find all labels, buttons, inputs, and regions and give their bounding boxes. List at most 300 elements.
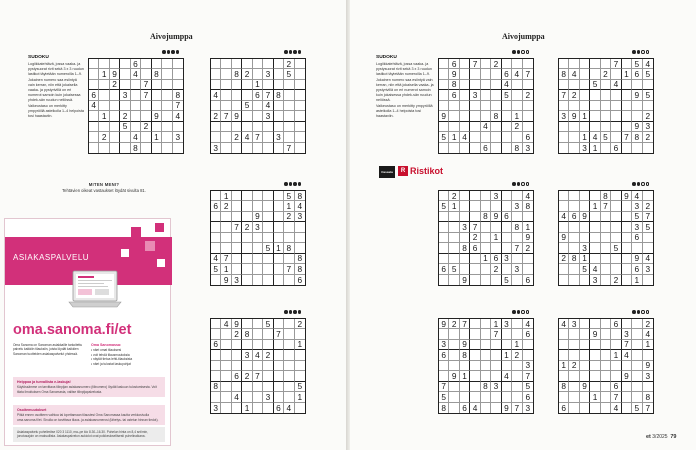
sudoku-empty-cell[interactable] — [512, 90, 522, 100]
sudoku-empty-cell[interactable] — [580, 90, 590, 100]
sudoku-empty-cell[interactable] — [622, 264, 632, 274]
sudoku-empty-cell[interactable] — [622, 222, 632, 232]
sudoku-empty-cell[interactable] — [460, 264, 470, 274]
sudoku-empty-cell[interactable] — [89, 122, 99, 132]
sudoku-empty-cell[interactable] — [601, 59, 611, 69]
sudoku-empty-cell[interactable] — [284, 111, 294, 121]
sudoku-empty-cell[interactable] — [152, 59, 162, 69]
sudoku-empty-cell[interactable] — [211, 319, 221, 329]
sudoku-empty-cell[interactable] — [232, 80, 242, 90]
sudoku-empty-cell[interactable] — [211, 329, 221, 339]
sudoku-empty-cell[interactable] — [253, 111, 263, 121]
sudoku-empty-cell[interactable] — [449, 243, 459, 253]
sudoku-empty-cell[interactable] — [89, 80, 99, 90]
sudoku-empty-cell[interactable] — [274, 264, 284, 274]
sudoku-empty-cell[interactable] — [211, 132, 221, 142]
sudoku-empty-cell[interactable] — [601, 329, 611, 339]
sudoku-empty-cell[interactable] — [512, 132, 522, 142]
sudoku-empty-cell[interactable] — [460, 90, 470, 100]
sudoku-empty-cell[interactable] — [622, 254, 632, 264]
sudoku-empty-cell[interactable] — [460, 143, 470, 153]
sudoku-empty-cell[interactable] — [110, 59, 120, 69]
sudoku-empty-cell[interactable] — [232, 361, 242, 371]
sudoku-empty-cell[interactable] — [221, 101, 231, 111]
sudoku-empty-cell[interactable] — [632, 350, 642, 360]
sudoku-empty-cell[interactable] — [491, 403, 501, 413]
sudoku-empty-cell[interactable] — [580, 329, 590, 339]
sudoku-empty-cell[interactable] — [120, 132, 130, 142]
sudoku-empty-cell[interactable] — [601, 80, 611, 90]
sudoku-empty-cell[interactable] — [512, 191, 522, 201]
sudoku-empty-cell[interactable] — [559, 143, 569, 153]
sudoku-empty-cell[interactable] — [253, 254, 263, 264]
sudoku-empty-cell[interactable] — [622, 111, 632, 121]
sudoku-empty-cell[interactable] — [491, 392, 501, 402]
sudoku-empty-cell[interactable] — [512, 382, 522, 392]
sudoku-empty-cell[interactable] — [481, 111, 491, 121]
sudoku-empty-cell[interactable] — [481, 222, 491, 232]
sudoku-empty-cell[interactable] — [242, 264, 252, 274]
sudoku-empty-cell[interactable] — [274, 59, 284, 69]
sudoku-empty-cell[interactable] — [110, 111, 120, 121]
sudoku-empty-cell[interactable] — [211, 59, 221, 69]
sudoku-empty-cell[interactable] — [232, 243, 242, 253]
sudoku-empty-cell[interactable] — [232, 254, 242, 264]
sudoku-empty-cell[interactable] — [460, 111, 470, 121]
sudoku-empty-cell[interactable] — [232, 403, 242, 413]
sudoku-empty-cell[interactable] — [470, 143, 480, 153]
sudoku-empty-cell[interactable] — [110, 122, 120, 132]
sudoku-empty-cell[interactable] — [253, 264, 263, 274]
sudoku-empty-cell[interactable] — [232, 101, 242, 111]
sudoku-empty-cell[interactable] — [449, 233, 459, 243]
sudoku-empty-cell[interactable] — [580, 233, 590, 243]
sudoku-empty-cell[interactable] — [162, 143, 172, 153]
sudoku-empty-cell[interactable] — [559, 59, 569, 69]
sudoku-empty-cell[interactable] — [211, 191, 221, 201]
sudoku-empty-cell[interactable] — [569, 275, 579, 285]
sudoku-empty-cell[interactable] — [559, 80, 569, 90]
sudoku-empty-cell[interactable] — [460, 122, 470, 132]
sudoku-empty-cell[interactable] — [512, 101, 522, 111]
sudoku-empty-cell[interactable] — [590, 340, 600, 350]
sudoku-empty-cell[interactable] — [110, 101, 120, 111]
sudoku-empty-cell[interactable] — [263, 222, 273, 232]
sudoku-empty-cell[interactable] — [512, 371, 522, 381]
sudoku-empty-cell[interactable] — [590, 319, 600, 329]
sudoku-empty-cell[interactable] — [242, 254, 252, 264]
sudoku-empty-cell[interactable] — [274, 361, 284, 371]
sudoku-empty-cell[interactable] — [263, 132, 273, 142]
sudoku-empty-cell[interactable] — [611, 340, 621, 350]
sudoku-empty-cell[interactable] — [491, 90, 501, 100]
sudoku-empty-cell[interactable] — [211, 243, 221, 253]
sudoku-empty-cell[interactable] — [622, 90, 632, 100]
sudoku-empty-cell[interactable] — [481, 201, 491, 211]
sudoku-empty-cell[interactable] — [439, 90, 449, 100]
sudoku-empty-cell[interactable] — [242, 122, 252, 132]
sudoku-empty-cell[interactable] — [622, 361, 632, 371]
sudoku-empty-cell[interactable] — [274, 143, 284, 153]
sudoku-empty-cell[interactable] — [569, 222, 579, 232]
sudoku-empty-cell[interactable] — [580, 350, 590, 360]
sudoku-empty-cell[interactable] — [632, 340, 642, 350]
sudoku-empty-cell[interactable] — [295, 361, 305, 371]
sudoku-empty-cell[interactable] — [601, 382, 611, 392]
sudoku-empty-cell[interactable] — [263, 340, 273, 350]
sudoku-empty-cell[interactable] — [502, 392, 512, 402]
sudoku-empty-cell[interactable] — [559, 340, 569, 350]
sudoku-empty-cell[interactable] — [274, 122, 284, 132]
sudoku-empty-cell[interactable] — [643, 191, 653, 201]
sudoku-empty-cell[interactable] — [590, 59, 600, 69]
sudoku-empty-cell[interactable] — [590, 101, 600, 111]
sudoku-empty-cell[interactable] — [470, 212, 480, 222]
sudoku-empty-cell[interactable] — [632, 101, 642, 111]
sudoku-empty-cell[interactable] — [470, 361, 480, 371]
sudoku-empty-cell[interactable] — [99, 101, 109, 111]
sudoku-empty-cell[interactable] — [274, 371, 284, 381]
sudoku-empty-cell[interactable] — [632, 382, 642, 392]
ad-url[interactable]: oma.sanoma.fi/et — [13, 322, 132, 338]
sudoku-empty-cell[interactable] — [295, 403, 305, 413]
sudoku-empty-cell[interactable] — [295, 90, 305, 100]
sudoku-empty-cell[interactable] — [221, 212, 231, 222]
sudoku-empty-cell[interactable] — [611, 111, 621, 121]
sudoku-empty-cell[interactable] — [601, 222, 611, 232]
sudoku-empty-cell[interactable] — [460, 254, 470, 264]
sudoku-empty-cell[interactable] — [470, 350, 480, 360]
sudoku-empty-cell[interactable] — [131, 101, 141, 111]
sudoku-empty-cell[interactable] — [211, 212, 221, 222]
sudoku-empty-cell[interactable] — [481, 361, 491, 371]
sudoku-empty-cell[interactable] — [221, 143, 231, 153]
sudoku-empty-cell[interactable] — [284, 80, 294, 90]
sudoku-empty-cell[interactable] — [523, 101, 533, 111]
sudoku-empty-cell[interactable] — [611, 101, 621, 111]
sudoku-empty-cell[interactable] — [502, 340, 512, 350]
sudoku-empty-cell[interactable] — [622, 243, 632, 253]
sudoku-empty-cell[interactable] — [580, 101, 590, 111]
sudoku-empty-cell[interactable] — [242, 361, 252, 371]
sudoku-empty-cell[interactable] — [512, 80, 522, 90]
sudoku-empty-cell[interactable] — [590, 233, 600, 243]
sudoku-empty-cell[interactable] — [601, 111, 611, 121]
sudoku-empty-cell[interactable] — [632, 371, 642, 381]
sudoku-empty-cell[interactable] — [295, 350, 305, 360]
sudoku-empty-cell[interactable] — [162, 132, 172, 142]
sudoku-empty-cell[interactable] — [632, 361, 642, 371]
sudoku-empty-cell[interactable] — [460, 329, 470, 339]
sudoku-empty-cell[interactable] — [611, 201, 621, 211]
sudoku-empty-cell[interactable] — [152, 80, 162, 90]
sudoku-empty-cell[interactable] — [274, 319, 284, 329]
sudoku-empty-cell[interactable] — [449, 122, 459, 132]
sudoku-empty-cell[interactable] — [481, 80, 491, 90]
sudoku-empty-cell[interactable] — [232, 264, 242, 274]
sudoku-empty-cell[interactable] — [242, 111, 252, 121]
sudoku-empty-cell[interactable] — [211, 122, 221, 132]
sudoku-empty-cell[interactable] — [211, 371, 221, 381]
sudoku-empty-cell[interactable] — [569, 392, 579, 402]
sudoku-empty-cell[interactable] — [460, 233, 470, 243]
sudoku-empty-cell[interactable] — [284, 319, 294, 329]
sudoku-empty-cell[interactable] — [523, 212, 533, 222]
sudoku-empty-cell[interactable] — [99, 143, 109, 153]
sudoku-empty-cell[interactable] — [152, 122, 162, 132]
sudoku-empty-cell[interactable] — [590, 243, 600, 253]
sudoku-empty-cell[interactable] — [622, 59, 632, 69]
sudoku-empty-cell[interactable] — [481, 69, 491, 79]
sudoku-empty-cell[interactable] — [120, 101, 130, 111]
sudoku-empty-cell[interactable] — [460, 212, 470, 222]
sudoku-empty-cell[interactable] — [611, 371, 621, 381]
sudoku-empty-cell[interactable] — [481, 403, 491, 413]
sudoku-empty-cell[interactable] — [491, 143, 501, 153]
sudoku-empty-cell[interactable] — [221, 132, 231, 142]
sudoku-empty-cell[interactable] — [439, 243, 449, 253]
sudoku-empty-cell[interactable] — [622, 392, 632, 402]
sudoku-empty-cell[interactable] — [502, 264, 512, 274]
sudoku-empty-cell[interactable] — [470, 191, 480, 201]
sudoku-empty-cell[interactable] — [622, 233, 632, 243]
sudoku-empty-cell[interactable] — [491, 243, 501, 253]
sudoku-empty-cell[interactable] — [481, 132, 491, 142]
sudoku-empty-cell[interactable] — [523, 122, 533, 132]
sudoku-empty-cell[interactable] — [449, 275, 459, 285]
sudoku-empty-cell[interactable] — [512, 212, 522, 222]
sudoku-empty-cell[interactable] — [590, 191, 600, 201]
sudoku-empty-cell[interactable] — [590, 222, 600, 232]
sudoku-empty-cell[interactable] — [274, 111, 284, 121]
sudoku-empty-cell[interactable] — [580, 361, 590, 371]
sudoku-empty-cell[interactable] — [590, 212, 600, 222]
sudoku-empty-cell[interactable] — [502, 382, 512, 392]
sudoku-empty-cell[interactable] — [253, 340, 263, 350]
sudoku-empty-cell[interactable] — [232, 212, 242, 222]
sudoku-empty-cell[interactable] — [580, 403, 590, 413]
sudoku-empty-cell[interactable] — [643, 233, 653, 243]
sudoku-empty-cell[interactable] — [632, 111, 642, 121]
sudoku-empty-cell[interactable] — [601, 275, 611, 285]
sudoku-empty-cell[interactable] — [622, 122, 632, 132]
sudoku-empty-cell[interactable] — [580, 371, 590, 381]
sudoku-empty-cell[interactable] — [643, 143, 653, 153]
sudoku-empty-cell[interactable] — [491, 101, 501, 111]
sudoku-empty-cell[interactable] — [253, 59, 263, 69]
sudoku-empty-cell[interactable] — [274, 382, 284, 392]
sudoku-empty-cell[interactable] — [632, 143, 642, 153]
sudoku-empty-cell[interactable] — [601, 101, 611, 111]
sudoku-empty-cell[interactable] — [439, 275, 449, 285]
sudoku-empty-cell[interactable] — [110, 143, 120, 153]
sudoku-empty-cell[interactable] — [512, 361, 522, 371]
sudoku-empty-cell[interactable] — [481, 340, 491, 350]
sudoku-empty-cell[interactable] — [263, 59, 273, 69]
sudoku-empty-cell[interactable] — [512, 392, 522, 402]
sudoku-empty-cell[interactable] — [601, 264, 611, 274]
sudoku-empty-cell[interactable] — [622, 143, 632, 153]
sudoku-empty-cell[interactable] — [221, 350, 231, 360]
sudoku-empty-cell[interactable] — [569, 233, 579, 243]
sudoku-empty-cell[interactable] — [611, 90, 621, 100]
sudoku-empty-cell[interactable] — [449, 111, 459, 121]
sudoku-empty-cell[interactable] — [253, 69, 263, 79]
sudoku-empty-cell[interactable] — [242, 80, 252, 90]
sudoku-empty-cell[interactable] — [601, 403, 611, 413]
sudoku-empty-cell[interactable] — [449, 101, 459, 111]
sudoku-empty-cell[interactable] — [569, 191, 579, 201]
sudoku-empty-cell[interactable] — [242, 382, 252, 392]
sudoku-empty-cell[interactable] — [120, 80, 130, 90]
sudoku-empty-cell[interactable] — [221, 329, 231, 339]
sudoku-empty-cell[interactable] — [491, 275, 501, 285]
sudoku-empty-cell[interactable] — [253, 143, 263, 153]
sudoku-empty-cell[interactable] — [569, 122, 579, 132]
sudoku-empty-cell[interactable] — [253, 101, 263, 111]
sudoku-empty-cell[interactable] — [295, 329, 305, 339]
sudoku-empty-cell[interactable] — [89, 69, 99, 79]
sudoku-empty-cell[interactable] — [580, 191, 590, 201]
sudoku-empty-cell[interactable] — [622, 403, 632, 413]
sudoku-empty-cell[interactable] — [643, 101, 653, 111]
sudoku-empty-cell[interactable] — [242, 233, 252, 243]
sudoku-empty-cell[interactable] — [284, 382, 294, 392]
sudoku-empty-cell[interactable] — [295, 143, 305, 153]
sudoku-empty-cell[interactable] — [99, 80, 109, 90]
sudoku-empty-cell[interactable] — [221, 233, 231, 243]
sudoku-empty-cell[interactable] — [211, 361, 221, 371]
sudoku-empty-cell[interactable] — [470, 392, 480, 402]
sudoku-empty-cell[interactable] — [470, 122, 480, 132]
sudoku-empty-cell[interactable] — [211, 80, 221, 90]
sudoku-empty-cell[interactable] — [120, 59, 130, 69]
sudoku-empty-cell[interactable] — [569, 201, 579, 211]
sudoku-empty-cell[interactable] — [611, 212, 621, 222]
sudoku-empty-cell[interactable] — [523, 111, 533, 121]
sudoku-empty-cell[interactable] — [131, 122, 141, 132]
sudoku-empty-cell[interactable] — [284, 132, 294, 142]
sudoku-empty-cell[interactable] — [295, 122, 305, 132]
sudoku-empty-cell[interactable] — [131, 90, 141, 100]
sudoku-empty-cell[interactable] — [481, 101, 491, 111]
sudoku-empty-cell[interactable] — [523, 59, 533, 69]
sudoku-empty-cell[interactable] — [221, 382, 231, 392]
sudoku-empty-cell[interactable] — [491, 371, 501, 381]
sudoku-empty-cell[interactable] — [523, 80, 533, 90]
sudoku-empty-cell[interactable] — [643, 243, 653, 253]
sudoku-empty-cell[interactable] — [439, 233, 449, 243]
sudoku-empty-cell[interactable] — [211, 222, 221, 232]
sudoku-empty-cell[interactable] — [141, 69, 151, 79]
sudoku-empty-cell[interactable] — [439, 212, 449, 222]
sudoku-empty-cell[interactable] — [502, 361, 512, 371]
sudoku-empty-cell[interactable] — [284, 233, 294, 243]
sudoku-empty-cell[interactable] — [481, 233, 491, 243]
sudoku-empty-cell[interactable] — [173, 59, 183, 69]
sudoku-empty-cell[interactable] — [295, 69, 305, 79]
sudoku-empty-cell[interactable] — [449, 350, 459, 360]
sudoku-empty-cell[interactable] — [460, 101, 470, 111]
sudoku-empty-cell[interactable] — [89, 59, 99, 69]
sudoku-empty-cell[interactable] — [569, 350, 579, 360]
sudoku-empty-cell[interactable] — [470, 319, 480, 329]
sudoku-empty-cell[interactable] — [211, 233, 221, 243]
sudoku-empty-cell[interactable] — [263, 382, 273, 392]
sudoku-empty-cell[interactable] — [232, 122, 242, 132]
sudoku-empty-cell[interactable] — [274, 80, 284, 90]
sudoku-empty-cell[interactable] — [295, 132, 305, 142]
sudoku-empty-cell[interactable] — [470, 275, 480, 285]
sudoku-empty-cell[interactable] — [274, 201, 284, 211]
sudoku-empty-cell[interactable] — [559, 350, 569, 360]
sudoku-empty-cell[interactable] — [601, 350, 611, 360]
sudoku-empty-cell[interactable] — [162, 90, 172, 100]
sudoku-empty-cell[interactable] — [632, 243, 642, 253]
sudoku-empty-cell[interactable] — [632, 80, 642, 90]
sudoku-empty-cell[interactable] — [221, 122, 231, 132]
sudoku-empty-cell[interactable] — [601, 143, 611, 153]
sudoku-empty-cell[interactable] — [512, 319, 522, 329]
sudoku-empty-cell[interactable] — [89, 111, 99, 121]
sudoku-empty-cell[interactable] — [232, 340, 242, 350]
sudoku-empty-cell[interactable] — [263, 403, 273, 413]
sudoku-empty-cell[interactable] — [580, 275, 590, 285]
sudoku-empty-cell[interactable] — [470, 329, 480, 339]
sudoku-empty-cell[interactable] — [284, 329, 294, 339]
sudoku-empty-cell[interactable] — [439, 191, 449, 201]
sudoku-empty-cell[interactable] — [502, 143, 512, 153]
sudoku-empty-cell[interactable] — [590, 382, 600, 392]
sudoku-empty-cell[interactable] — [559, 201, 569, 211]
sudoku-empty-cell[interactable] — [162, 59, 172, 69]
sudoku-empty-cell[interactable] — [481, 392, 491, 402]
sudoku-empty-cell[interactable] — [253, 392, 263, 402]
sudoku-empty-cell[interactable] — [274, 340, 284, 350]
sudoku-empty-cell[interactable] — [120, 143, 130, 153]
sudoku-empty-cell[interactable] — [284, 222, 294, 232]
sudoku-empty-cell[interactable] — [284, 371, 294, 381]
sudoku-empty-cell[interactable] — [470, 80, 480, 90]
sudoku-empty-cell[interactable] — [502, 329, 512, 339]
sudoku-empty-cell[interactable] — [263, 201, 273, 211]
sudoku-empty-cell[interactable] — [242, 392, 252, 402]
sudoku-empty-cell[interactable] — [601, 243, 611, 253]
sudoku-empty-cell[interactable] — [580, 340, 590, 350]
sudoku-empty-cell[interactable] — [502, 233, 512, 243]
sudoku-empty-cell[interactable] — [242, 340, 252, 350]
sudoku-empty-cell[interactable] — [284, 350, 294, 360]
sudoku-empty-cell[interactable] — [601, 122, 611, 132]
sudoku-empty-cell[interactable] — [439, 254, 449, 264]
sudoku-empty-cell[interactable] — [173, 80, 183, 90]
sudoku-empty-cell[interactable] — [449, 382, 459, 392]
sudoku-empty-cell[interactable] — [611, 329, 621, 339]
sudoku-empty-cell[interactable] — [295, 101, 305, 111]
sudoku-empty-cell[interactable] — [559, 371, 569, 381]
sudoku-empty-cell[interactable] — [601, 254, 611, 264]
sudoku-empty-cell[interactable] — [242, 90, 252, 100]
sudoku-empty-cell[interactable] — [131, 80, 141, 90]
sudoku-empty-cell[interactable] — [470, 111, 480, 121]
sudoku-empty-cell[interactable] — [460, 69, 470, 79]
sudoku-empty-cell[interactable] — [622, 319, 632, 329]
sudoku-empty-cell[interactable] — [253, 403, 263, 413]
sudoku-empty-cell[interactable] — [439, 101, 449, 111]
sudoku-empty-cell[interactable] — [173, 122, 183, 132]
sudoku-empty-cell[interactable] — [232, 382, 242, 392]
sudoku-empty-cell[interactable] — [295, 80, 305, 90]
